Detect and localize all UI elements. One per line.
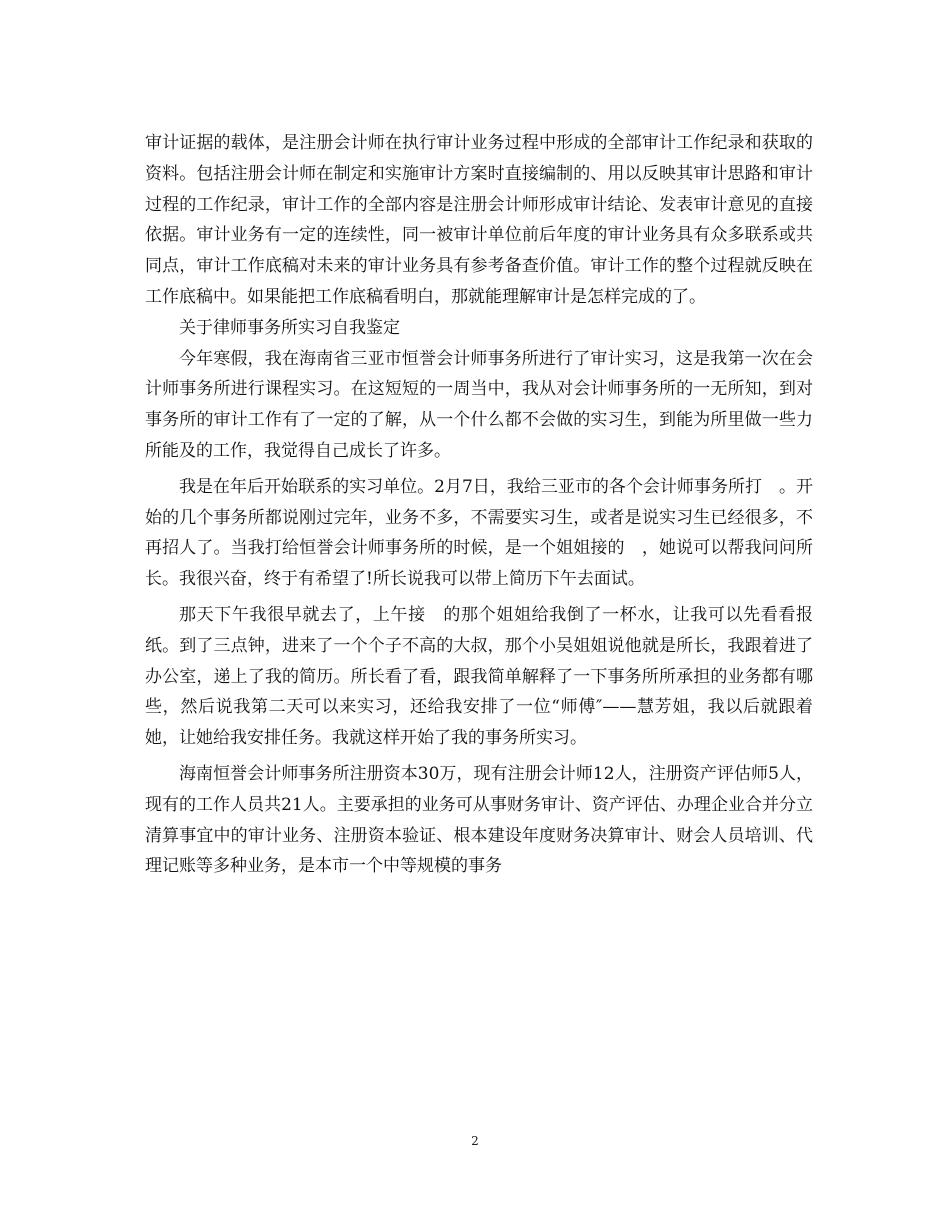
paragraph-firm-overview: 海南恒誉会计师事务所注册资本30万，现有注册会计师12人，注册资产评估师5人，现有的工作人员共21人。主要承担的业务可从事财务审计、资产评估、办理企业合并分立清算事宜中的审计业务、注册资本验证、根本建设年度财务决算审计、财会人员培训、代理记账等多种业务，是本市一个中等规模的事务 — [145, 763, 813, 877]
page-number: 2 — [471, 1134, 479, 1148]
paragraph-contacting-firms: 我是在年后开始联系的实习单位。2月7日，我给三亚市的各个会计师事务所打 。开始的几个事务所都说刚过完年，业务不多，不需要实习生，或者是说实习生已经很多，不再招人了。当我打给恒誉会计师事务所的时候，是一个姐姐接的 ，她说可以帮我问问所长。我很兴奋，终于有希望了!所长说我可以带上简历下午去面试。 — [145, 476, 813, 590]
document-body — [145, 128, 813, 882]
paragraph-audit-workpapers: 审计证据的载体，是注册会计师在执行审计业务过程中形成的全部审计工作纪录和获取的资料。包括注册会计师在制定和实施审计方案时直接编制的、用以反映其审计思路和审计过程的工作纪录，审计工作的全部内容是注册会计师形成审计结论、发表审计意见的直接依据。审计业务有一定的连续性，同一被审计单位前后年度的审计业务具有众多联系或共同点，审计工作底稿对未来的审计业务具有参考备查价值。审计工作的整个过程就反映在工作底稿中。如果能把工作底稿看明白，那就能理解审计是怎样完成的了。 — [145, 133, 813, 307]
paragraph-winter-internship: 今年寒假，我在海南省三亚市恒誉会计师事务所进行了审计实习，这是我第一次在会计师事务所进行课程实习。在这短短的一周当中，我从对会计师事务所的一无所知，到对事务所的审计工作有了一定的了解，从一个什么都不会做的实习生，到能为所里做一些力所能及的工作，我觉得自己成长了许多。 — [145, 348, 813, 461]
paragraph-interview: 那天下午我很早就去了，上午接 的那个姐姐给我倒了一杯水，让我可以先看看报纸。到了三点钟，进来了一个个子不高的大叔，那个小吴姐姐说他就是所长，我跟着进了办公室，递上了我的简历。所长看了看，跟我简单解释了一下事务所所承担的业务都有哪些，然后说我第二天可以来实习，还给我安排了一位“师傅″——慧芳姐，我以后就跟着她，让她给我安排任务。我就这样开始了我的事务所实习。 — [145, 604, 813, 749]
section-heading: 关于律师事务所实习自我鉴定 — [179, 317, 400, 338]
